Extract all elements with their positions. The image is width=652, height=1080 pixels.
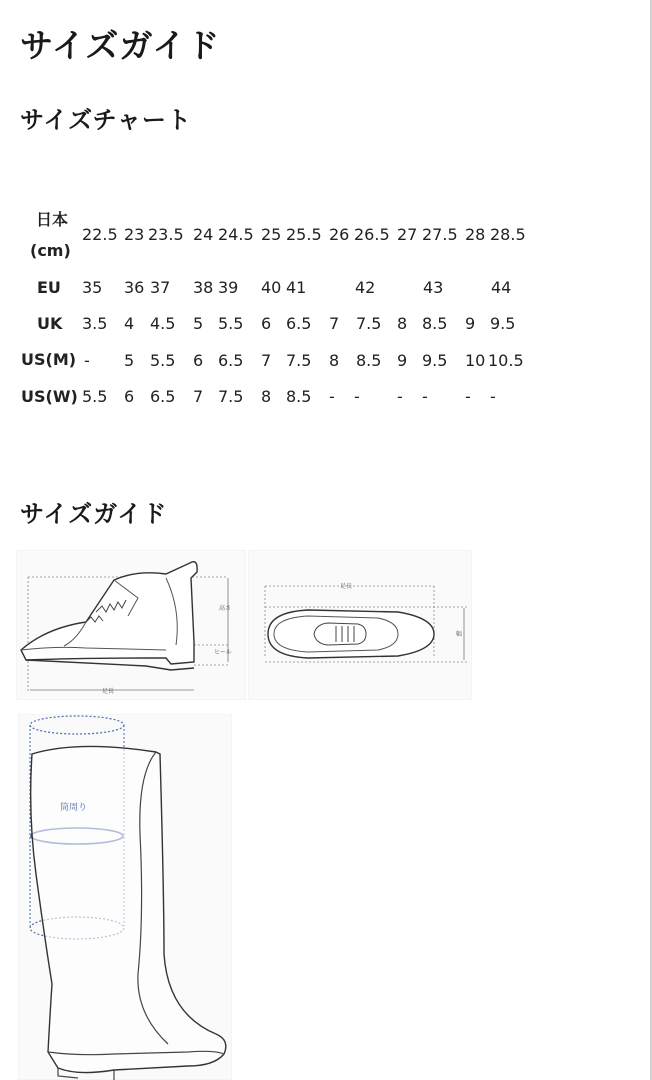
uk-size-cell: 4 (124, 314, 135, 333)
uk-size-cell: 9 (465, 314, 476, 333)
jp-size-cell: 23.5 (148, 225, 184, 244)
shoe-width-label: 幅 (456, 631, 463, 638)
us-w-size-cell: 5.5 (82, 387, 108, 406)
us-w-size-cell: - (397, 387, 403, 406)
row-label-uk: UK (37, 314, 63, 333)
us-m-size-cell: 9.5 (422, 351, 448, 370)
us-m-size-cell: 8 (329, 351, 340, 370)
uk-size-cell: 8.5 (422, 314, 448, 333)
uk-size-cell: 7.5 (356, 314, 382, 333)
uk-size-cell: 6.5 (286, 314, 312, 333)
us-w-size-cell: 6 (124, 387, 135, 406)
jp-size-cell: 23 (124, 225, 145, 244)
us-m-size-cell: 5 (124, 351, 135, 370)
row-label-us-m: US(M) (21, 350, 77, 369)
uk-size-cell: 9.5 (490, 314, 516, 333)
eu-size-cell: 42 (355, 278, 376, 297)
us-w-size-cell: 7 (193, 387, 204, 406)
uk-size-cell: 4.5 (150, 314, 176, 333)
us-m-size-cell: 10.5 (488, 351, 524, 370)
boot-heel-label: ヒール (214, 649, 232, 656)
uk-size-cell: 8 (397, 314, 408, 333)
jp-size-cell: 22.5 (82, 225, 118, 244)
tall-boot-calf-label: 筒周り (60, 803, 88, 813)
boot-foot-length-label: 足長 (102, 688, 115, 695)
us-w-size-cell: - (422, 387, 428, 406)
jp-size-cell: 24 (193, 225, 214, 244)
uk-size-cell: 6 (261, 314, 272, 333)
eu-size-cell: 44 (491, 278, 512, 297)
boot-height-label: 高さ (219, 605, 232, 612)
us-m-size-cell: 6 (193, 351, 204, 370)
jp-size-cell: 28.5 (490, 225, 526, 244)
uk-size-cell: 5.5 (218, 314, 244, 333)
us-w-size-cell: - (490, 387, 496, 406)
row-label-japan-unit: (cm) (30, 241, 71, 260)
us-w-size-cell: 8 (261, 387, 272, 406)
us-w-size-cell: 6.5 (150, 387, 176, 406)
row-label-eu: EU (37, 278, 61, 297)
us-w-size-cell: - (354, 387, 360, 406)
jp-size-cell: 24.5 (218, 225, 254, 244)
jp-size-cell: 27 (397, 225, 418, 244)
us-m-size-cell: 6.5 (218, 351, 244, 370)
jp-size-cell: 26 (329, 225, 350, 244)
uk-size-cell: 7 (329, 314, 340, 333)
page-title: サイズガイド (20, 26, 221, 65)
size-guide-heading: サイズガイド (20, 500, 168, 528)
us-m-size-cell: 7 (261, 351, 272, 370)
uk-size-cell: 3.5 (82, 314, 108, 333)
eu-size-cell: 43 (423, 278, 444, 297)
us-w-size-cell: 8.5 (286, 387, 312, 406)
size-chart-heading: サイズチャート (20, 106, 192, 134)
row-label-us-w: US(W) (21, 387, 78, 406)
eu-size-cell: 38 (193, 278, 214, 297)
us-w-size-cell: 7.5 (218, 387, 244, 406)
shoe-foot-length-label: 足長 (340, 583, 353, 590)
jp-size-cell: 26.5 (354, 225, 390, 244)
us-m-size-cell: 10 (465, 351, 486, 370)
jp-size-cell: 27.5 (422, 225, 458, 244)
eu-size-cell: 35 (82, 278, 103, 297)
us-w-size-cell: - (329, 387, 335, 406)
uk-size-cell: 5 (193, 314, 204, 333)
jp-size-cell: 25 (261, 225, 282, 244)
jp-size-cell: 25.5 (286, 225, 322, 244)
jp-size-cell: 28 (465, 225, 486, 244)
eu-size-cell: 39 (218, 278, 239, 297)
shoe-top-view-diagram (248, 550, 472, 700)
us-w-size-cell: - (465, 387, 471, 406)
eu-size-cell: 41 (286, 278, 307, 297)
us-m-size-cell: 8.5 (356, 351, 382, 370)
us-m-size-cell: 7.5 (286, 351, 312, 370)
us-m-size-cell: - (84, 351, 90, 370)
us-m-size-cell: 5.5 (150, 351, 176, 370)
eu-size-cell: 37 (150, 278, 171, 297)
us-m-size-cell: 9 (397, 351, 408, 370)
row-label-japan: 日本 (36, 210, 69, 229)
eu-size-cell: 40 (261, 278, 282, 297)
tall-boot-diagram (18, 714, 232, 1080)
eu-size-cell: 36 (124, 278, 145, 297)
ankle-boot-diagram (16, 550, 246, 700)
